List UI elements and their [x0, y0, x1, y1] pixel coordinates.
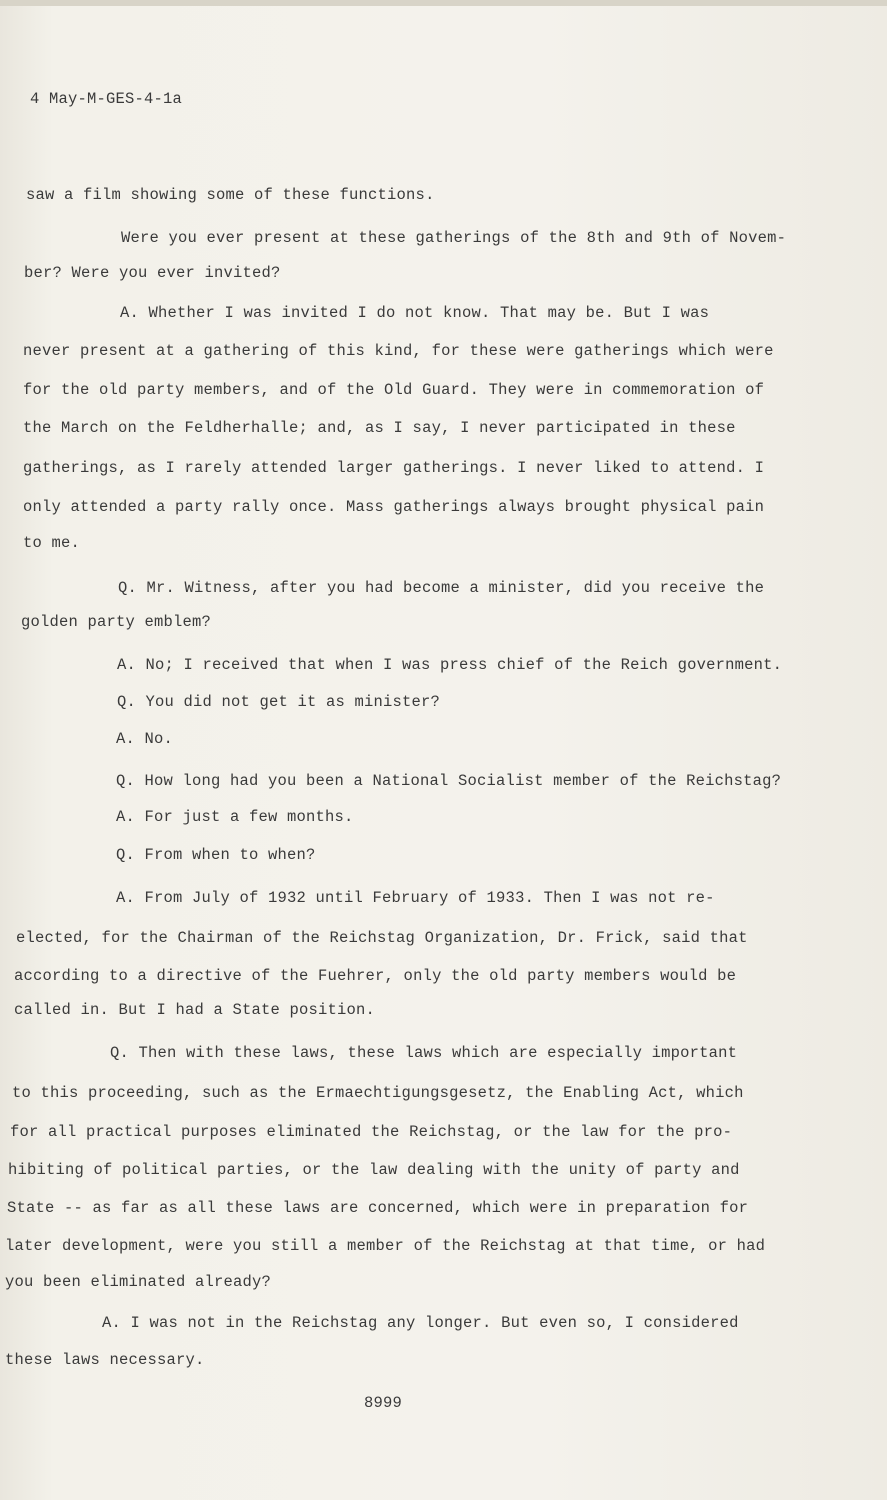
text-line: elected, for the Chairman of the Reichstag Organization, Dr. Frick, said that [16, 929, 748, 947]
text-line: Q. You did not get it as minister? [117, 693, 441, 711]
text-line: to me. [23, 534, 81, 552]
text-line: hibiting of political parties, or the law dealing with the unity of party and [8, 1161, 740, 1179]
page-number: 8999 [364, 1394, 403, 1412]
text-line: never present at a gathering of this kind, for these were gatherings which were [23, 342, 774, 360]
text-line: A. Whether I was invited I do not know. That may be. But I was [120, 304, 710, 322]
text-line: for the old party members, and of the Old Guard. They were in commemoration of [23, 381, 765, 399]
text-line: Q. How long had you been a National Socialist member of the Reichstag? [116, 772, 782, 790]
text-line: golden party emblem? [21, 613, 212, 631]
text-line: called in. But I had a State position. [14, 1001, 376, 1019]
text-line: these laws necessary. [5, 1351, 205, 1369]
text-line: only attended a party rally once. Mass gatherings always brought physical pain [23, 498, 765, 516]
page-header: 4 May-M-GES-4-1a [30, 90, 183, 108]
text-line: later development, were you still a member of the Reichstag at that time, or had [5, 1237, 766, 1255]
text-line: according to a directive of the Fuehrer, only the old party members would be [14, 967, 737, 985]
text-line: A. No; I received that when I was press chief of the Reich government. [117, 656, 783, 674]
text-line: gatherings, as I rarely attended larger gatherings. I never liked to attend. I [23, 459, 765, 477]
text-line: Were you ever present at these gatherings of the 8th and 9th of Novem- [121, 229, 787, 247]
text-line: A. From July of 1932 until February of 1933. Then I was not re- [116, 889, 715, 907]
text-line: A. I was not in the Reichstag any longer. But even so, I considered [102, 1314, 739, 1332]
page-top-edge [0, 0, 887, 6]
text-line: ber? Were you ever invited? [24, 264, 281, 282]
text-line: Q. Mr. Witness, after you had become a minister, did you receive the [118, 579, 765, 597]
text-line: for all practical purposes eliminated the Reichstag, or the law for the pro- [10, 1123, 733, 1141]
text-line: to this proceeding, such as the Ermaechtigungsgesetz, the Enabling Act, which [12, 1084, 744, 1102]
text-line: Q. Then with these laws, these laws which are especially important [110, 1044, 738, 1062]
text-line: you been eliminated already? [5, 1273, 272, 1291]
text-line: A. For just a few months. [116, 808, 354, 826]
text-line: saw a film showing some of these functions. [26, 186, 435, 204]
text-line: A. No. [116, 730, 174, 748]
text-line: the March on the Feldherhalle; and, as I say, I never participated in these [23, 419, 736, 437]
text-line: State -- as far as all these laws are concerned, which were in preparation for [7, 1199, 749, 1217]
text-line: Q. From when to when? [116, 846, 316, 864]
